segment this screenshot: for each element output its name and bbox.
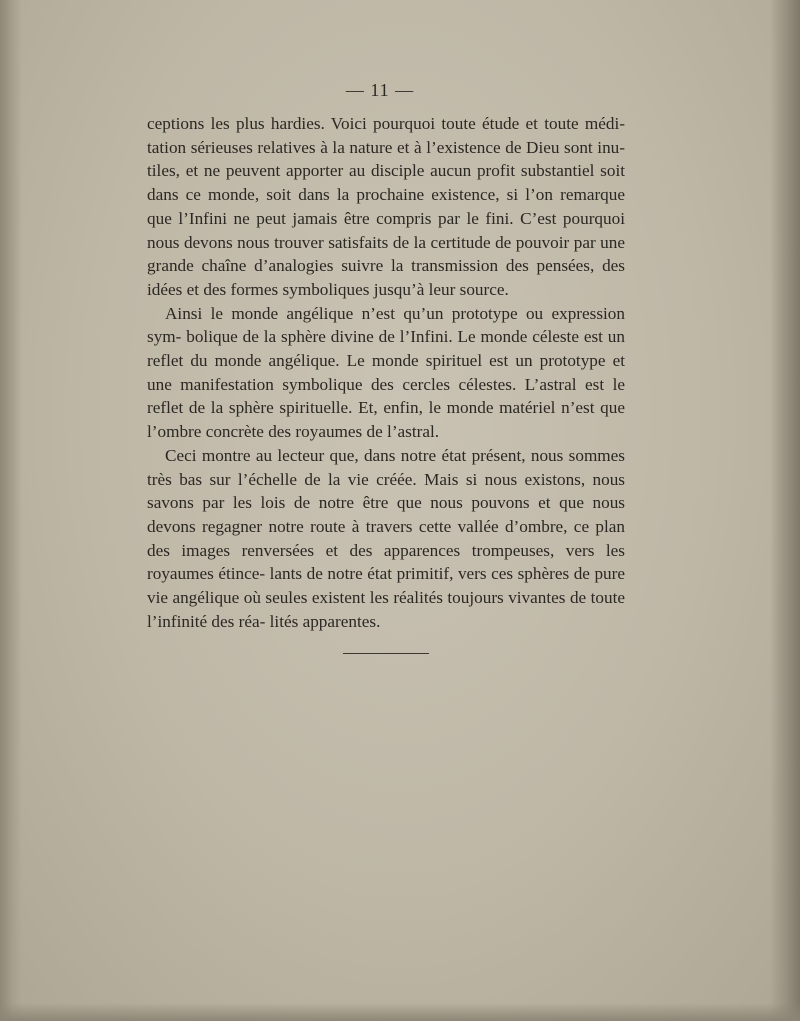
paragraph-3: Ceci montre au lecteur que, dans notre état présent, nous sommes très bas sur l’échelle de la vie créée. Mais si nous existons, nous savons par les lois de notre être que nous pouvons et que nous devons regagner notre route à travers cette vallée d’ombre, ce plan des images renversées et des apparences trompeuses, vers les royaumes étince- lants de notre état primitif, vers ces sphères de pure vie angélique où seules existent les réalités toujours vivantes de toute l’infinité des réa- lités apparentes. (147, 445, 625, 631)
paragraph-2: Ainsi le monde angélique n’est qu’un prototype ou expression sym- bolique de la sphère divine de l’Infini. Le monde céleste est un reflet du monde angélique. Le monde spirituel est un prototype et une manifestation symbolique des cercles célestes. L’astral est le reflet de la sphère spirituelle. Et, enfin, le monde matériel n’est que l’ombre concrète des royaumes de l’astral. (147, 303, 625, 442)
page-number: — 11 — (345, 80, 415, 100)
page-edge-bottom (0, 1003, 800, 1021)
page-edge-right (770, 0, 800, 1021)
page-edge-left (0, 0, 22, 1021)
body-text (147, 112, 625, 633)
end-rule (343, 653, 429, 654)
paragraph-1: ceptions les plus hardies. Voici pourquoi toute étude et toute médi- tation sérieuses relatives à la nature et à l’existence de Dieu sont inu- tiles, et ne peuvent apporter au disciple aucun profit substantiel soit dans ce monde, soit dans la prochaine existence, si l’on remarque que l’Infini ne peut jamais être compris par le fini. C’est pourquoi nous devons nous trouver satisfaits de la certitude de pouvoir par une grande chaîne d’analogies suivre la transmission des pensées, des idées et des formes symboliques jusqu’à leur source. (147, 114, 625, 299)
